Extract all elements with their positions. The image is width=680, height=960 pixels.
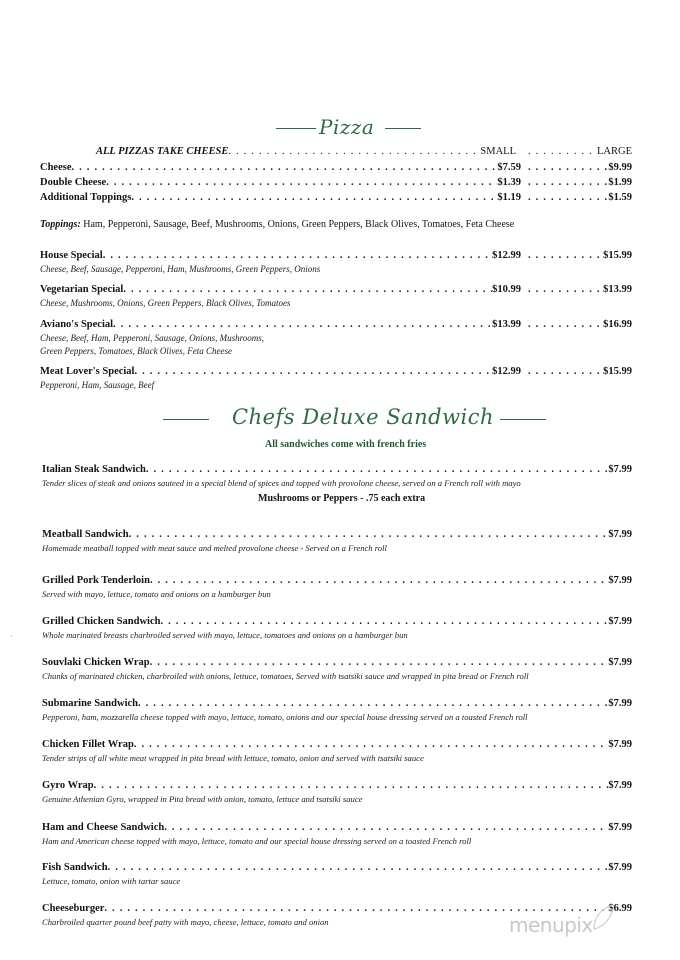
special-name: House Special: [40, 250, 103, 261]
large-price-row: [528, 319, 632, 330]
small-price: $1.19: [497, 192, 521, 203]
pizza-base-row: [40, 192, 521, 203]
large-price: $1.59: [608, 192, 632, 203]
small-price: $7.59: [497, 162, 521, 173]
title-rule-left: [276, 128, 316, 129]
sandwich-row: [42, 862, 632, 873]
pizza-base-row: [40, 162, 521, 173]
pizza-title: Pizza: [319, 115, 375, 139]
sandwich-price: $7.99: [608, 464, 632, 475]
special-description: Cheese, Mushrooms, Onions, Green Peppers, Black Olives, Tomatoes: [40, 298, 291, 308]
small-header: SMALL: [480, 146, 516, 157]
sandwich-rule-right: [500, 419, 546, 420]
watermark-logo: menupix: [509, 913, 593, 937]
title-rule-right: [385, 128, 421, 129]
sandwich-name: Meatball Sandwich: [42, 529, 129, 540]
sandwich-description: Served with mayo, lettuce, tomato and onions on a hamburger bun: [42, 589, 271, 599]
special-description: Pepperoni, Ham, Sausage, Beef: [40, 380, 155, 390]
special-description: Cheese, Beef, Ham, Pepperoni, Sausage, Onions, Mushrooms,: [40, 333, 265, 343]
small-price: $10.99: [492, 284, 521, 295]
sandwich-description: Tender strips of all white meat wrapped in pita bread with lettuce, tomato, onion and served with tsatsiki sauce: [42, 753, 424, 763]
sandwich-name: Gyro Wrap: [42, 780, 94, 791]
sandwich-price: $7.99: [608, 862, 632, 873]
sandwich-description: Genuine Athenian Gyro, wrapped in Pita bread with onion, tomato, lettuce and tsatsiki sauce: [42, 794, 363, 804]
sandwich-row: [42, 529, 632, 540]
sandwich-name: Souvlaki Chicken Wrap: [42, 657, 150, 668]
sandwich-row: [42, 822, 632, 833]
special-description: Green Peppers, Tomatoes, Black Olives, Feta Cheese: [40, 346, 233, 356]
small-price: $12.99: [492, 250, 521, 261]
special-name: Meat Lover's Special: [40, 366, 135, 377]
sandwich-price: $6.99: [608, 903, 632, 914]
small-price: $12.99: [492, 366, 521, 377]
large-price: $15.99: [603, 366, 632, 377]
toppings-label: Toppings:: [40, 219, 81, 230]
sandwich-name: Cheeseburger: [42, 903, 105, 914]
sandwich-rule-left: [163, 419, 209, 420]
special-name: Aviano's Special: [40, 319, 114, 330]
large-price-row: [528, 162, 632, 173]
sandwich-name: Italian Steak Sandwich: [42, 464, 146, 475]
large-price: $16.99: [603, 319, 632, 330]
sandwich-description: Charbroiled quarter pound beef patty with mayo, cheese, lettuce, tomato and onion: [42, 917, 329, 927]
sandwich-price: $7.99: [608, 822, 632, 833]
sandwich-title: Chefs Deluxe Sandwich: [232, 405, 495, 429]
sandwich-price: $7.99: [608, 575, 632, 586]
large-price: $13.99: [603, 284, 632, 295]
toppings-text: Ham, Pepperoni, Sausage, Beef, Mushrooms, Onions, Green Peppers, Black Olives, Tomatoes, Feta Cheese: [83, 219, 515, 230]
sandwich-subtitle: All sandwiches come with french fries: [265, 439, 427, 450]
sandwich-name: Grilled Pork Tenderloin: [42, 575, 150, 586]
sandwich-row: [42, 575, 632, 586]
large-price: $9.99: [608, 162, 632, 173]
pizza-header: [96, 146, 516, 157]
sandwich-name: Ham and Cheese Sandwich: [42, 822, 165, 833]
large-header: LARGE: [597, 146, 632, 157]
sandwich-price: $7.99: [608, 780, 632, 791]
sandwich-description: Whole marinated breasts charbroiled served with mayo, lettuce, tomatoes and onions on a hamburger bun: [42, 630, 408, 640]
pizza-special-row: [40, 284, 521, 295]
special-description: Cheese, Beef, Sausage, Pepperoni, Ham, Mushrooms, Green Peppers, Onions: [40, 264, 321, 274]
sandwich-price: $7.99: [608, 698, 632, 709]
sandwich-price: $7.99: [608, 529, 632, 540]
sandwich-description: Chunks of marinated chicken, charbroiled with onions, lettuce, tomatoes, Served with tsatsiki sauce and wrapped in pita bread or French roll: [42, 671, 529, 681]
large-price-row: [528, 250, 632, 261]
sandwich-description: Tender slices of steak and onions sauteed in a special blend of spices and topped with provolone cheese, served on a French roll with mayo: [42, 478, 521, 488]
sandwich-description: Lettuce, tomato, onion with tartar sauce: [42, 876, 181, 886]
sandwich-description: Ham and American cheese topped with mayo, lettuce, tomato and our special house dressing served on a toasted French roll: [42, 836, 472, 846]
sandwich-row: [42, 780, 632, 791]
extra-note: Mushrooms or Peppers - .75 each extra: [258, 493, 426, 504]
sandwich-name: Fish Sandwich: [42, 862, 108, 873]
small-price: $1.39: [497, 177, 521, 188]
sandwich-row: [42, 616, 632, 627]
large-price-row: [528, 366, 632, 377]
watermark-leaf-icon: [590, 903, 616, 933]
sandwich-row: [42, 657, 632, 668]
sandwich-row: [42, 739, 632, 750]
large-header-row: [528, 146, 632, 157]
special-name: Vegetarian Special: [40, 284, 124, 295]
toppings-line: [40, 219, 514, 230]
large-price-row: [528, 284, 632, 295]
large-price: $15.99: [603, 250, 632, 261]
large-price-row: [528, 177, 632, 188]
item-name: Additional Toppings: [40, 192, 132, 203]
sandwich-row: [42, 464, 632, 475]
large-price: $1.99: [608, 177, 632, 188]
sandwich-name: Grilled Chicken Sandwich: [42, 616, 161, 627]
item-name: Cheese: [40, 162, 72, 173]
small-price: $13.99: [492, 319, 521, 330]
pizza-special-row: [40, 366, 521, 377]
pizza-special-row: [40, 250, 521, 261]
sandwich-price: $7.99: [608, 657, 632, 668]
large-price-row: [528, 192, 632, 203]
margin-mark: ·: [10, 632, 13, 641]
sandwich-row: [42, 698, 632, 709]
pizza-special-row: [40, 319, 521, 330]
sandwich-name: Submarine Sandwich: [42, 698, 138, 709]
sandwich-name: Chicken Fillet Wrap: [42, 739, 134, 750]
sandwich-description: Homemade meatball topped with meat sauce and melted provolone cheese - Served on a French roll: [42, 543, 387, 553]
pizza-cheese-note: ALL PIZZAS TAKE CHEESE: [96, 146, 229, 157]
sandwich-price: $7.99: [608, 739, 632, 750]
sandwich-description: Pepperoni, ham, mozzarella cheese topped with mayo, lettuce, tomato, onions and our special house dressing served on a toasted French roll: [42, 712, 528, 722]
item-name: Double Cheese: [40, 177, 107, 188]
pizza-base-row: [40, 177, 521, 188]
sandwich-price: $7.99: [608, 616, 632, 627]
